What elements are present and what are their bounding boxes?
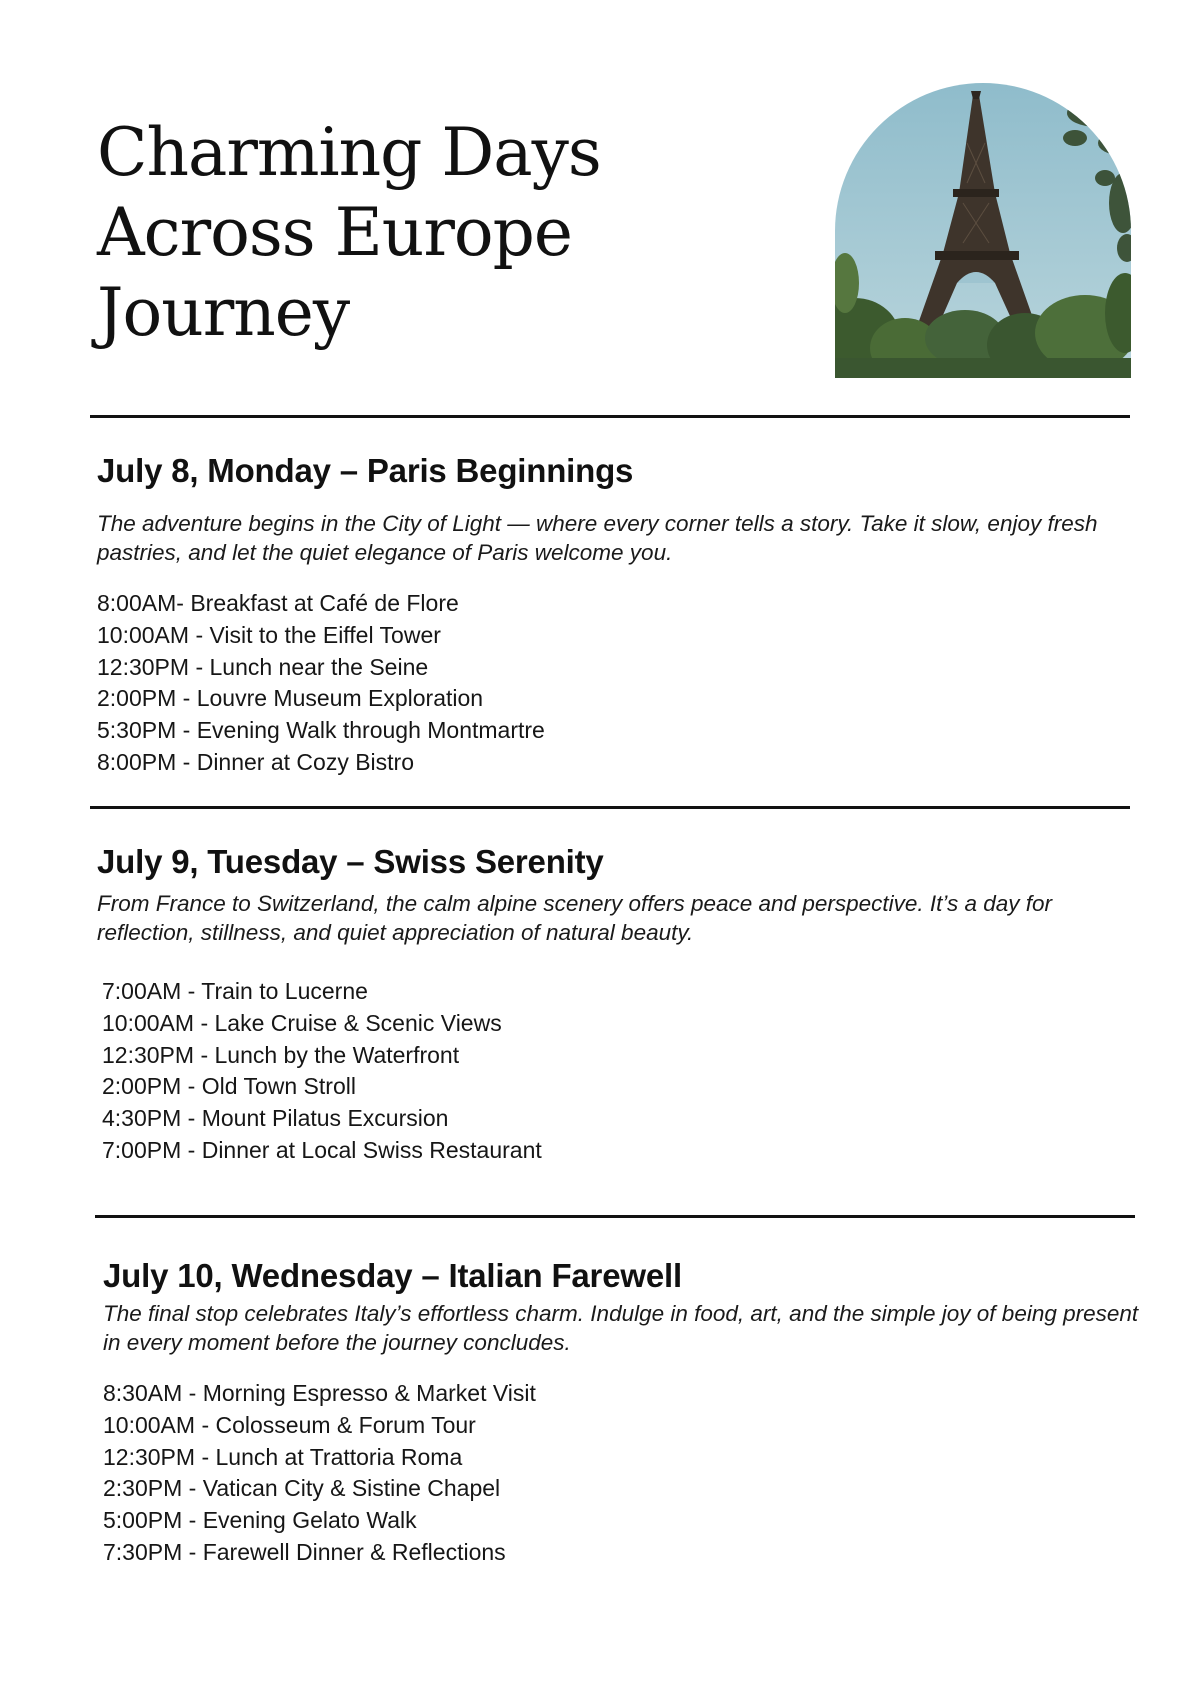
schedule-item: 2:00PM - Old Town Stroll	[102, 1073, 356, 1100]
divider	[90, 415, 1130, 418]
day-heading: July 9, Tuesday – Swiss Serenity	[97, 843, 604, 880]
divider	[95, 1215, 1135, 1218]
schedule-item: 7:00PM - Dinner at Local Swiss Restaurant	[102, 1136, 542, 1163]
schedule-item: 12:30PM - Lunch by the Waterfront	[102, 1041, 460, 1068]
schedule-item: 8:30AM - Morning Espresso & Market Visit	[103, 1380, 536, 1406]
schedule-item: 7:30PM - Farewell Dinner & Reflections	[103, 1538, 506, 1565]
schedule-item: 12:30PM - Lunch at Trattoria Roma	[103, 1443, 463, 1470]
day-section-italy	[103, 1256, 1143, 1569]
day-description: The final stop celebrates Italy’s effortless charm. Indulge in food, art, and the simple joy of being present in every moment before the journey concludes.	[103, 1301, 1139, 1355]
schedule-item: 10:00AM - Visit to the Eiffel Tower	[97, 621, 441, 648]
day-description: From France to Switzerland, the calm alpine scenery offers peace and perspective. It’s a day for reflection, stillness, and quiet appreciation of natural beauty.	[97, 891, 1053, 945]
eiffel-tower-image	[835, 83, 1131, 378]
schedule-item: 10:00AM - Lake Cruise & Scenic Views	[102, 1009, 502, 1036]
day-section-paris	[97, 451, 1137, 779]
schedule-item: 2:00PM - Louvre Museum Exploration	[97, 685, 484, 712]
schedule-item: 5:30PM - Evening Walk through Montmartre	[97, 717, 545, 744]
day-heading: July 10, Wednesday – Italian Farewell	[103, 1257, 682, 1294]
schedule-item: 8:00AM- Breakfast at Café de Flore	[97, 590, 459, 616]
schedule-item: 4:30PM - Mount Pilatus Excursion	[102, 1105, 449, 1132]
title-line: Across Europe	[97, 194, 572, 271]
page-title	[97, 113, 717, 353]
schedule-item: 10:00AM - Colosseum & Forum Tour	[103, 1411, 476, 1438]
day-description: The adventure begins in the City of Light — where every corner tells a story. Take it slow, enjoy fresh pastries, and let the quiet elegance of Paris welcome you.	[97, 511, 1098, 565]
schedule-list	[102, 976, 1137, 1167]
schedule-item: 7:00AM - Train to Lucerne	[102, 978, 368, 1004]
title-line: Charming Days	[97, 114, 601, 191]
schedule-list	[97, 588, 1137, 779]
title-line: Journey	[97, 274, 350, 351]
schedule-list	[103, 1378, 1143, 1569]
eiffel-tower-illustration	[835, 83, 1131, 378]
schedule-item: 2:30PM - Vatican City & Sistine Chapel	[103, 1475, 501, 1502]
day-heading: July 8, Monday – Paris Beginnings	[97, 452, 634, 489]
schedule-item: 12:30PM - Lunch near the Seine	[97, 653, 429, 680]
schedule-item: 5:00PM - Evening Gelato Walk	[103, 1507, 417, 1534]
schedule-item: 8:00PM - Dinner at Cozy Bistro	[97, 748, 415, 775]
divider	[90, 806, 1130, 809]
day-section-switzerland	[97, 842, 1137, 1167]
